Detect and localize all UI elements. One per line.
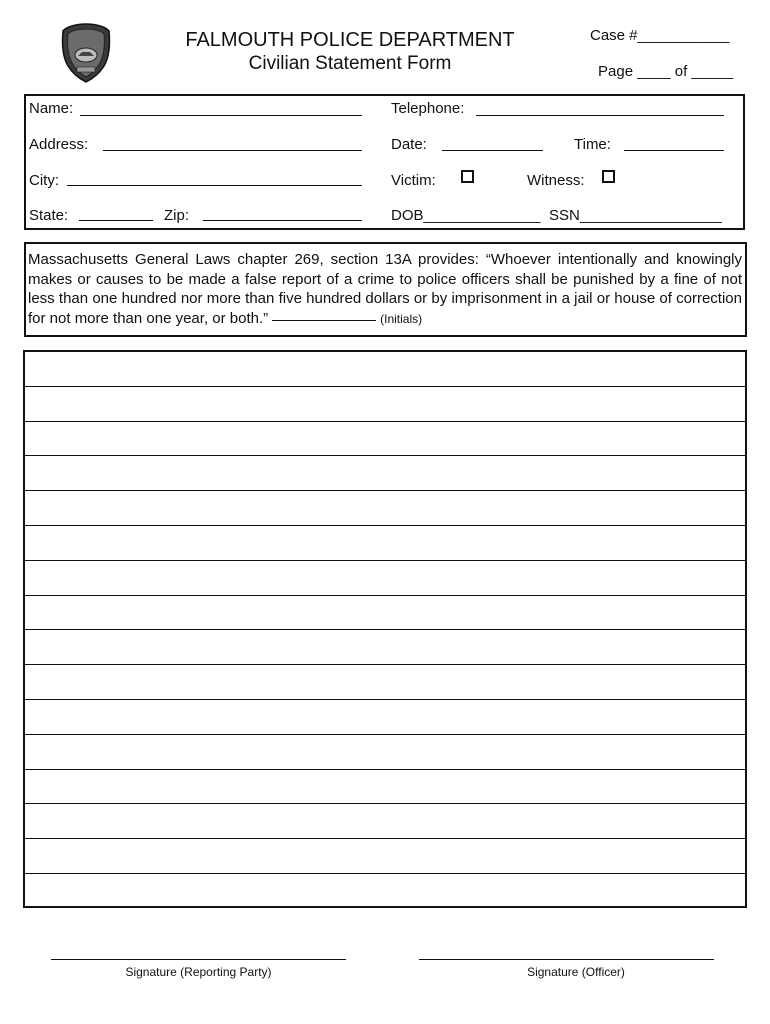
reporting-party-signature-line[interactable] bbox=[51, 959, 346, 960]
date-field[interactable] bbox=[442, 150, 543, 151]
statement-line[interactable] bbox=[25, 560, 745, 561]
victim-label: Victim: bbox=[391, 172, 436, 189]
telephone-field[interactable] bbox=[476, 115, 724, 116]
statement-lines-box[interactable] bbox=[23, 350, 747, 908]
time-label: Time: bbox=[574, 136, 611, 153]
statement-line[interactable] bbox=[25, 664, 745, 665]
statement-line[interactable] bbox=[25, 595, 745, 596]
initials-label: (Initials) bbox=[380, 311, 423, 326]
statement-line[interactable] bbox=[25, 769, 745, 770]
statement-line[interactable] bbox=[25, 455, 745, 456]
city-label: City: bbox=[29, 172, 59, 189]
city-field[interactable] bbox=[67, 185, 362, 186]
initials-field[interactable] bbox=[272, 320, 376, 321]
address-label: Address: bbox=[29, 136, 89, 153]
statement-line[interactable] bbox=[25, 873, 745, 874]
state-label: State: bbox=[29, 207, 69, 224]
statement-line[interactable] bbox=[25, 699, 745, 700]
telephone-label: Telephone: bbox=[391, 100, 465, 117]
dob-field[interactable]: DOB______________ bbox=[391, 207, 541, 224]
statement-line[interactable] bbox=[25, 629, 745, 630]
statement-line[interactable] bbox=[25, 525, 745, 526]
witness-label: Witness: bbox=[527, 172, 585, 189]
statement-line[interactable] bbox=[25, 734, 745, 735]
police-badge-logo bbox=[60, 22, 112, 84]
case-number-field[interactable]: Case #___________ bbox=[590, 27, 730, 44]
time-field[interactable] bbox=[624, 150, 724, 151]
victim-checkbox[interactable] bbox=[461, 170, 474, 183]
statement-line[interactable] bbox=[25, 490, 745, 491]
name-field[interactable] bbox=[80, 115, 362, 116]
state-field[interactable] bbox=[79, 220, 153, 221]
statement-line[interactable] bbox=[25, 838, 745, 839]
name-label: Name: bbox=[29, 100, 74, 117]
statement-line[interactable] bbox=[25, 803, 745, 804]
zip-field[interactable] bbox=[203, 220, 362, 221]
witness-checkbox[interactable] bbox=[602, 170, 615, 183]
page-count-field[interactable]: Page ____ of _____ bbox=[598, 63, 734, 80]
form-subtitle: Civilian Statement Form bbox=[248, 53, 452, 74]
legal-notice bbox=[28, 250, 742, 329]
officer-signature-label: Signature (Officer) bbox=[527, 965, 625, 979]
zip-label: Zip: bbox=[164, 207, 190, 224]
officer-signature-line[interactable] bbox=[419, 959, 714, 960]
statement-line[interactable] bbox=[25, 421, 745, 422]
ssn-field[interactable]: SSN_________________ bbox=[549, 207, 722, 224]
date-label: Date: bbox=[391, 136, 427, 153]
address-field[interactable] bbox=[103, 150, 362, 151]
legal-notice-text: Massachusetts General Laws chapter 269, section 13A provides: “Whoever intentionally and knowingly makes or causes to be made a false report of a crime to police officers shall be punished by a fine of not less than one hundred nor more than five hundred dollars or by imprisonment in a jail or house of correction for not more than one year, or both.” bbox=[28, 251, 742, 327]
department-title: FALMOUTH POLICE DEPARTMENT bbox=[185, 29, 515, 51]
statement-line[interactable] bbox=[25, 386, 745, 387]
reporting-party-signature-label: Signature (Reporting Party) bbox=[125, 965, 272, 979]
